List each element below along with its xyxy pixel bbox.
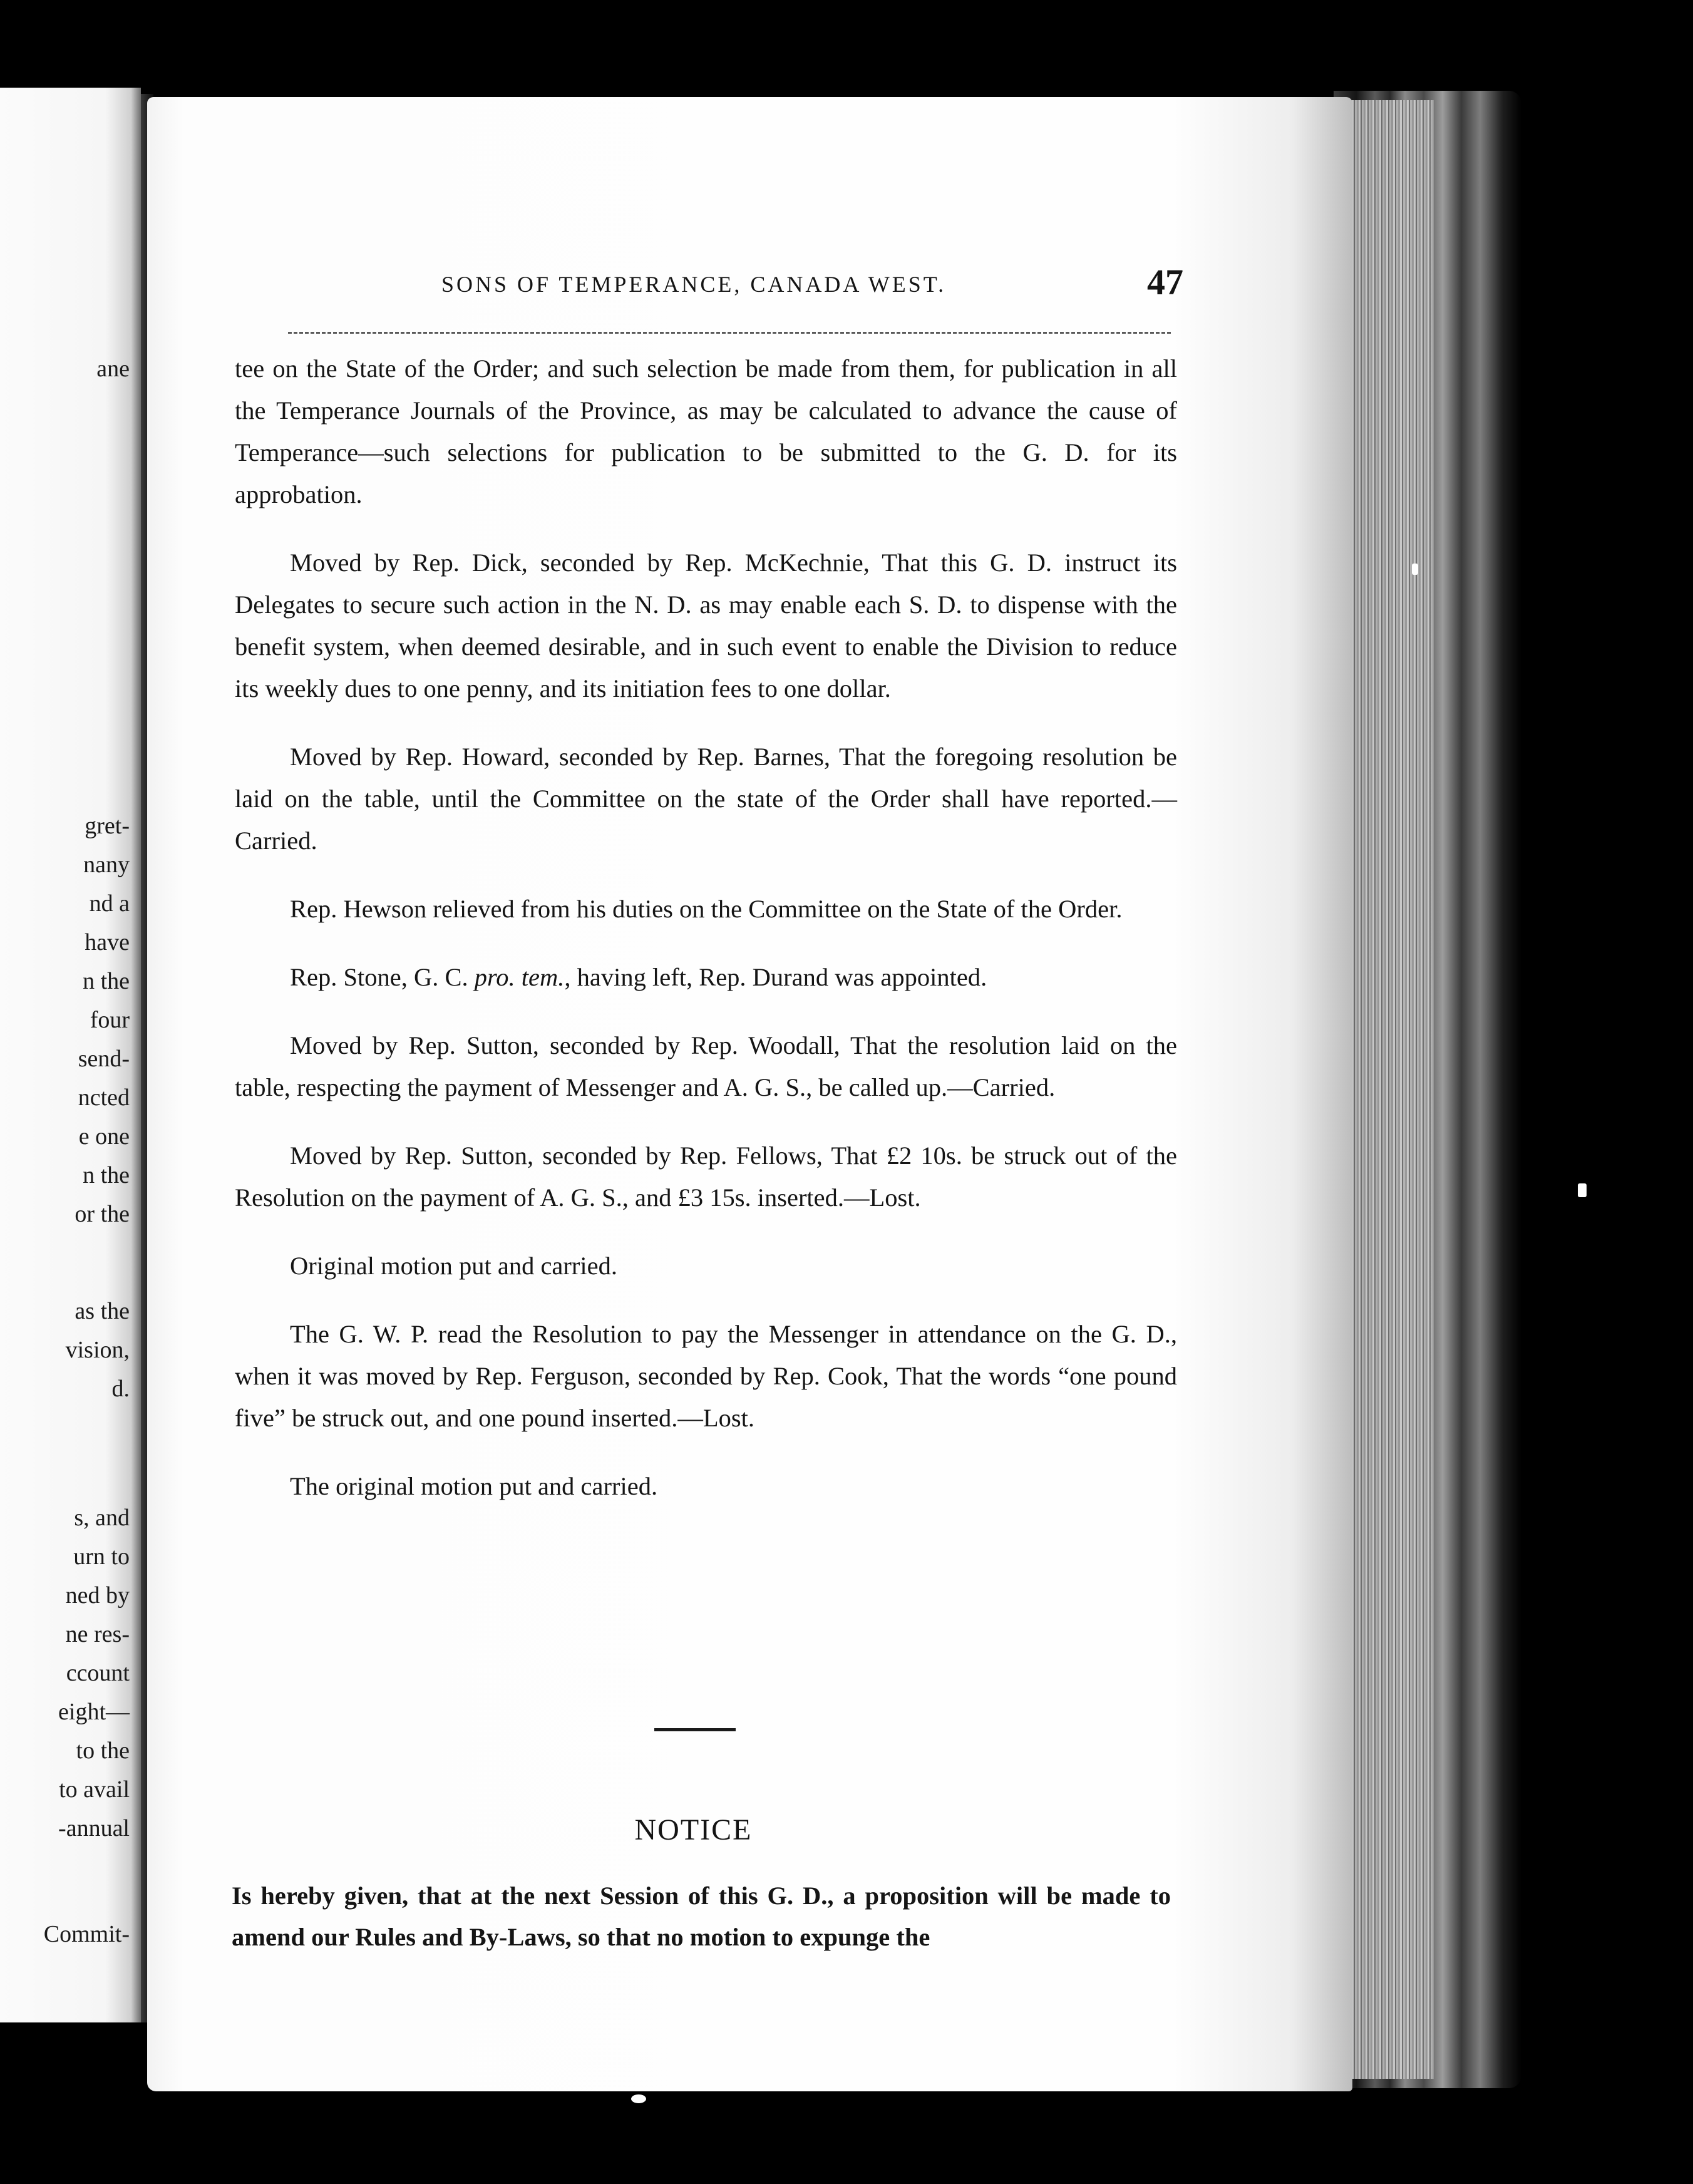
paragraph: Rep. Hewson relieved from his duties on the Committee on the State of the Order.	[290, 895, 1123, 923]
left-page-fragment: vision,	[65, 1337, 130, 1363]
paragraph: Moved by Rep. Dick, seconded by Rep. McKechnie, That this G. D. instruct its Delegates to secure such action in the N. D. as may enable each S. D. to dispense with the benefit system, when deemed desirable, and in such event to enable the Division to reduce its weekly dues to one penny, and its initiation fees to one dollar.	[235, 549, 1177, 703]
left-page-fragment: gret-	[85, 813, 130, 839]
left-page-fragment: four	[90, 1007, 130, 1033]
left-page-fragment: n the	[83, 968, 130, 994]
left-page-fragment: ane	[96, 356, 130, 382]
scan-speck	[1578, 1183, 1587, 1197]
left-page-fragment: eight—	[58, 1699, 130, 1725]
notice-text: Is hereby given, that at the next Session of this G. D., a proposition will be made to amend our Rules and By-Laws, so that no motion to expunge the	[232, 1882, 1171, 1951]
left-page-fragment: as the	[75, 1298, 130, 1324]
left-page-fragment: ned by	[65, 1582, 130, 1609]
left-page-fragment: Commit-	[43, 1921, 130, 1947]
paragraph-text: , having left, Rep. Durand was appointed.	[564, 963, 987, 991]
paragraph-text: Rep. Stone, G. C.	[290, 963, 475, 991]
left-page-fragment: to the	[76, 1738, 130, 1764]
paragraph: The original motion put and carried.	[290, 1472, 658, 1500]
notice-heading: NOTICE	[634, 1813, 753, 1847]
left-page-fragment: e one	[78, 1123, 130, 1150]
left-page-fragment: ne res-	[65, 1621, 130, 1647]
paragraph: The G. W. P. read the Resolution to pay the Messenger in attendance on the G. D., when it was moved by Rep. Ferguson, seconded by Rep. Cook, That the words “one pound five” be struck out, and one pound inserted.—Lost.	[235, 1320, 1177, 1432]
header-rule	[288, 332, 1171, 334]
paragraph: Original motion put and carried.	[290, 1252, 617, 1280]
paragraph: Moved by Rep. Sutton, seconded by Rep. Woodall, That the resolution laid on the table, respecting the payment of Messenger and A. G. S., be called up.—Carried.	[235, 1031, 1177, 1101]
left-facing-page	[0, 88, 141, 2022]
paragraph: Moved by Rep. Sutton, seconded by Rep. Fellows, That £2 10s. be struck out of the Resolution on the payment of A. G. S., and £3 15s. inserted.—Lost.	[235, 1141, 1177, 1212]
scan-speck	[1412, 564, 1418, 575]
paragraph: Moved by Rep. Howard, seconded by Rep. Barnes, That the foregoing resolution be laid on the table, until the Committee on the state of the Order shall have reported.—Carried.	[235, 743, 1177, 855]
body-text	[235, 348, 1177, 1507]
left-page-fragment: s, and	[74, 1505, 130, 1531]
page-number: 47	[1147, 262, 1183, 302]
left-page-fragment: -annual	[58, 1815, 130, 1841]
left-page-fragment: ccount	[66, 1660, 130, 1686]
running-head: SONS OF TEMPERANCE, CANADA WEST.	[441, 272, 947, 297]
left-page-fragment: n the	[83, 1162, 130, 1188]
left-page-fragment: have	[85, 929, 130, 956]
left-page-fragment: or the	[75, 1201, 130, 1227]
italic-abbreviation: pro. tem.	[474, 963, 565, 991]
left-page-fragment: ncted	[78, 1084, 130, 1111]
section-divider	[654, 1728, 736, 1731]
left-page-fragment: nd a	[89, 890, 130, 917]
scan-speck	[631, 2094, 646, 2103]
paragraph: tee on the State of the Order; and such selection be made from them, for publication in all the Temperance Journals of the Province, as may be calculated to advance the cause of Temperance—such selections for publication to be submitted to the G. D. for its approbation.	[235, 354, 1177, 508]
left-page-fragment: to avail	[59, 1776, 130, 1803]
left-page-fragment: d.	[111, 1376, 130, 1402]
left-page-fragment: nany	[83, 852, 130, 878]
paragraph	[235, 956, 1177, 998]
left-page-fragment: send-	[78, 1046, 130, 1072]
left-page-fragment: urn to	[73, 1543, 130, 1570]
